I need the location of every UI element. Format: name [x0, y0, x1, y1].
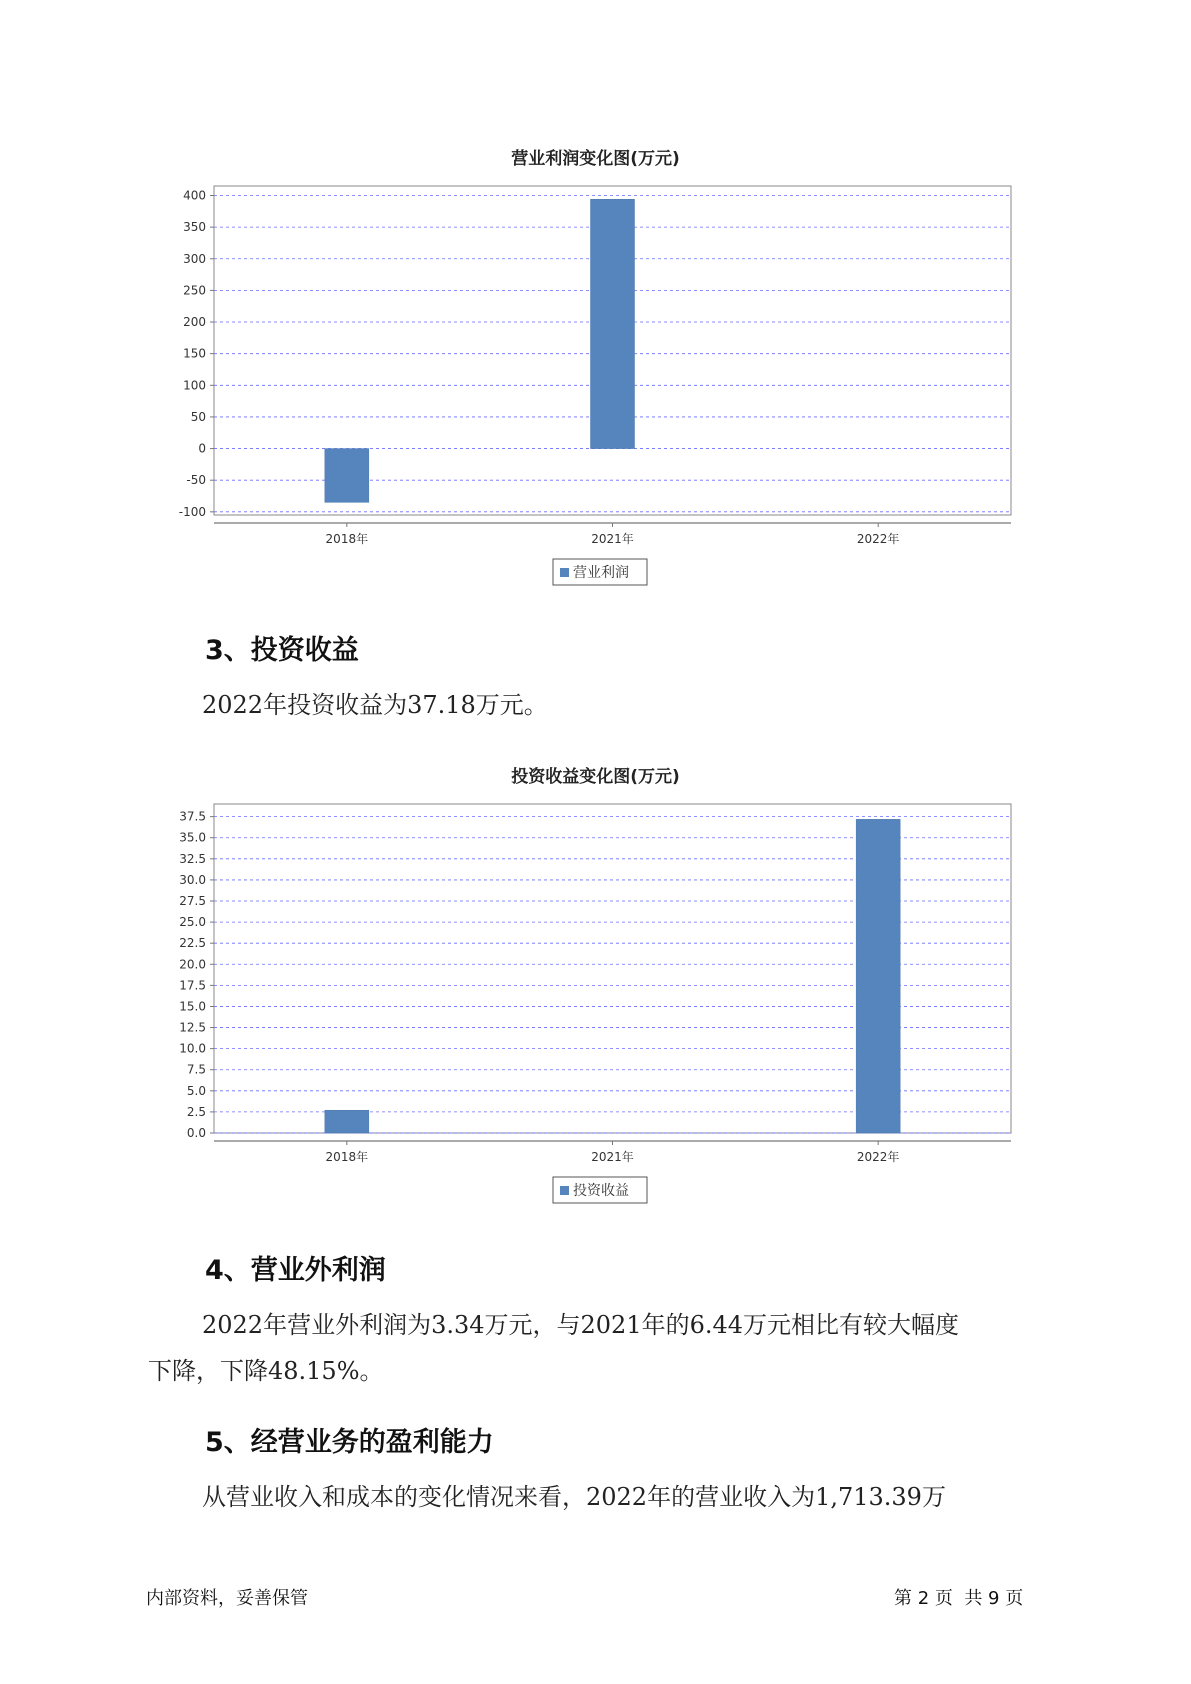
chart-title-investment-income: 投资收益变化图(万元) [511, 767, 680, 787]
y-tick-label: 400 [183, 188, 206, 203]
section-3-heading: 3、投资收益 [205, 635, 359, 666]
y-tick-label: 0.0 [186, 1126, 206, 1140]
y-tick-label: 15.0 [179, 999, 206, 1014]
y-tick-label: 300 [183, 251, 206, 266]
section-3-text: 2022年投资收益为37.18万元。 [202, 691, 548, 719]
y-tick-label: 12.5 [179, 1020, 206, 1035]
y-tick-label: 0 [198, 441, 206, 456]
y-tick-label: 35.0 [179, 830, 206, 845]
legend-swatch [560, 1186, 569, 1195]
legend-swatch [560, 568, 569, 577]
x-tick-label: 2021年 [591, 1150, 634, 1164]
y-tick-label: 350 [183, 220, 206, 235]
investment-income-chart [0, 798, 1191, 1218]
x-tick-label: 2022年 [856, 1150, 900, 1164]
section-4-text-line2: 下降，下降48.15%。 [148, 1357, 384, 1385]
y-tick-label: -50 [186, 473, 206, 488]
bar [856, 819, 900, 1133]
footer-page-number: 第 2 页 共 9 页 [894, 1588, 1024, 1609]
section-4-text-line1: 2022年营业外利润为3.34万元，与2021年的6.44万元相比有较大幅度 [202, 1311, 960, 1339]
y-tick-label: 10.0 [179, 1041, 206, 1056]
y-tick-label: 2.5 [186, 1104, 206, 1119]
legend-label: 营业利润 [573, 565, 629, 581]
legend-label: 投资收益 [573, 1183, 629, 1199]
x-tick-label: 2018年 [325, 532, 369, 546]
operating-profit-chart [0, 180, 1191, 600]
y-tick-label: 22.5 [179, 936, 206, 951]
y-tick-label: 50 [190, 409, 206, 424]
x-tick-label: 2021年 [591, 532, 634, 546]
footer-confidential: 内部资料，妥善保管 [146, 1588, 308, 1609]
section-5-heading: 5、经营业务的盈利能力 [205, 1427, 494, 1458]
y-tick-label: 7.5 [186, 1062, 206, 1077]
y-tick-label: 200 [183, 315, 206, 330]
y-tick-label: 100 [183, 378, 206, 393]
bar [325, 1110, 369, 1133]
y-tick-label: 150 [183, 346, 206, 361]
y-tick-label: 17.5 [179, 978, 206, 993]
chart-title-operating-profit: 营业利润变化图(万元) [511, 149, 680, 169]
y-tick-label: 30.0 [179, 872, 206, 887]
y-tick-label: 20.0 [179, 957, 206, 972]
y-tick-label: 32.5 [179, 851, 206, 866]
y-tick-label: 25.0 [179, 915, 206, 930]
y-tick-label: 5.0 [186, 1083, 206, 1098]
section-5-text: 从营业收入和成本的变化情况来看，2022年的营业收入为1,713.39万 [202, 1483, 946, 1511]
x-tick-label: 2018年 [325, 1150, 369, 1164]
y-tick-label: 250 [183, 283, 206, 298]
x-tick-label: 2022年 [856, 532, 900, 546]
bar [591, 199, 635, 448]
y-tick-label: 27.5 [179, 894, 206, 909]
y-tick-label: -100 [178, 504, 206, 519]
y-tick-label: 37.5 [179, 809, 206, 824]
bar [325, 449, 369, 503]
section-4-heading: 4、营业外利润 [205, 1255, 386, 1286]
